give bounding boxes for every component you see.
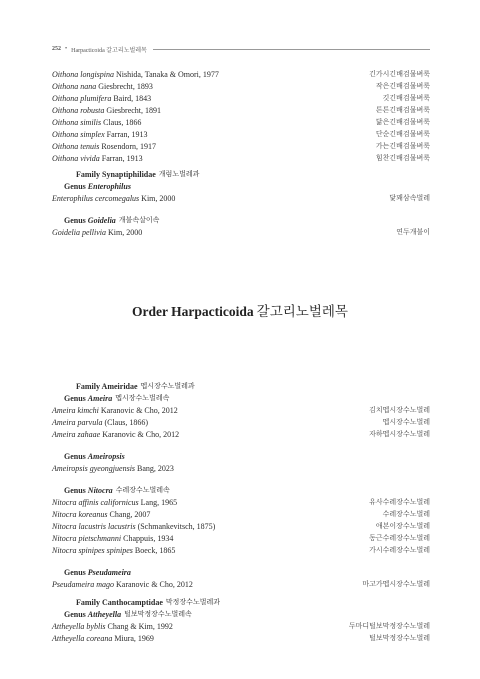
species-name: Nitocra koreanus [52, 509, 108, 519]
species-row [52, 462, 430, 474]
species-row [52, 620, 430, 632]
korean-name: 힘찬긴배검물벼룩 [375, 154, 430, 162]
species-row [52, 152, 430, 164]
species-author: Rosendorn, 1917 [101, 141, 157, 151]
family-korean-name: 막정장수노벌레과 [165, 598, 220, 606]
species-author: Baird, 1843 [113, 93, 152, 103]
species-author: Chappuis, 1934 [123, 533, 174, 543]
oithona-species-list [52, 68, 430, 164]
canthocamptidae-section [52, 596, 430, 644]
species-author: Chang & Kim, 1992 [107, 621, 173, 631]
genus-korean-name: 개불속살이속 [118, 216, 160, 224]
species-author: Karanovic & Cho, 2012 [116, 579, 193, 589]
korean-name: 연두개불이 [396, 228, 430, 236]
species-author: Claus, 1866 [103, 117, 142, 127]
family-name: Family Ameiridae [76, 381, 138, 391]
genus-name: Attheyella [87, 609, 122, 619]
order-name: Order Harpacticoida [132, 304, 254, 319]
genus-heading [52, 392, 430, 404]
korean-name: 동근수레장수노벌레 [369, 534, 430, 542]
genus-heading [52, 484, 430, 496]
species-author: Kim, 2000 [141, 193, 176, 203]
genus-heading [52, 566, 430, 578]
ameiridae-section [52, 380, 430, 590]
species-row [52, 404, 430, 416]
genus-prefix: Genus [64, 485, 86, 495]
family-heading [52, 168, 430, 180]
family-heading [52, 596, 430, 608]
genus-heading [52, 608, 430, 620]
species-name: Attheyella coreana [52, 633, 113, 643]
korean-name: 가시수레장수노벌레 [369, 546, 430, 554]
species-row [52, 140, 430, 152]
order-title [0, 300, 480, 320]
species-name: Ameira zahaae [52, 429, 101, 439]
species-row [52, 92, 430, 104]
family-name: Family Synaptiphilidae [76, 169, 156, 179]
korean-name: 긴가시긴배검물벼룩 [369, 70, 430, 78]
species-name: Attheyella byblis [52, 621, 106, 631]
korean-name: 자하멥시장수노벌레 [369, 430, 430, 438]
species-row [52, 632, 430, 644]
korean-name: 튼튼긴배검물벼룩 [375, 106, 430, 114]
korean-name: 김치멥시장수노벌레 [369, 406, 430, 414]
species-author: Farran, 1913 [106, 129, 148, 139]
species-name: Oithona tenuis [52, 141, 100, 151]
species-row [52, 192, 430, 204]
page-number: 252 [52, 46, 61, 52]
species-name: Oithona simplex [52, 129, 105, 139]
species-author: Farran, 1913 [101, 153, 143, 163]
genus-prefix: Genus [64, 215, 86, 225]
species-name: Oithona plumifera [52, 93, 112, 103]
species-row [52, 508, 430, 520]
korean-name: 멥시장수노벌레 [382, 418, 430, 426]
species-author: Lang, 1965 [140, 497, 178, 507]
korean-name: 유사수레장수노벌레 [369, 498, 430, 506]
species-name: Ameira parvula [52, 417, 103, 427]
species-row [52, 520, 430, 532]
genus-name: Ameiropsis [87, 451, 125, 461]
species-name: Oithona longispina [52, 69, 115, 79]
korean-name: 닮은긴배검물벼룩 [375, 118, 430, 126]
korean-name: 가는긴배검물벼룩 [375, 142, 430, 150]
genus-prefix: Genus [64, 393, 86, 403]
species-row [52, 80, 430, 92]
species-author: Boeck, 1865 [134, 545, 176, 555]
species-name: Oithona nana [52, 81, 97, 91]
species-name: Oithona similis [52, 117, 102, 127]
species-row [52, 68, 430, 80]
species-name: Goidelia pellivia [52, 227, 106, 237]
species-name: Ameira kimchi [52, 405, 99, 415]
genus-heading [52, 180, 430, 192]
korean-name: 작은긴배검물벼룩 [375, 82, 430, 90]
species-author: (Schmankevitsch, 1875) [137, 521, 216, 531]
genus-korean-name: 털보막정장수노벌레속 [124, 610, 192, 618]
korean-name: 단순긴배검물벼룩 [375, 130, 430, 138]
species-author: (Claus, 1866) [104, 417, 148, 427]
running-header [52, 44, 430, 54]
synaptiphilidae-section [52, 168, 430, 238]
genus-name: Pseudameira [87, 567, 131, 577]
genus-korean-name: 수레장수노벌레속 [115, 486, 170, 494]
species-row [52, 532, 430, 544]
genus-name: Goidelia [87, 215, 116, 225]
family-heading [52, 380, 430, 392]
species-author: Nishida, Tanaka & Omori, 1977 [116, 69, 219, 79]
header-bullet: • [65, 46, 68, 52]
species-row [52, 544, 430, 556]
species-name: Nitocra pietschmanni [52, 533, 122, 543]
genus-prefix: Genus [64, 567, 86, 577]
species-name: Nitocra lacustris lacustris [52, 521, 136, 531]
family-korean-name: 개럼노벌레과 [158, 170, 200, 178]
korean-name: 애본이장수노벌레 [375, 522, 430, 530]
genus-name: Ameira [87, 393, 113, 403]
species-row [52, 578, 430, 590]
genus-heading [52, 214, 430, 226]
species-author: Giesbrecht, 1891 [106, 105, 162, 115]
family-korean-name: 멥시장수노벌레과 [140, 382, 195, 390]
species-row [52, 104, 430, 116]
species-author: Karanovic & Cho, 2012 [102, 429, 180, 439]
species-author: Giesbrecht, 1893 [98, 81, 153, 91]
species-row [52, 416, 430, 428]
species-name: Enterophilus cercomegalus [52, 193, 140, 203]
species-author: Chang, 2007 [109, 509, 151, 519]
species-author: Karanovic & Cho, 2012 [100, 405, 178, 415]
species-name: Oithona robusta [52, 105, 105, 115]
genus-heading [52, 450, 430, 462]
genus-korean-name: 멥시장수노벌레속 [115, 394, 170, 402]
species-row [52, 496, 430, 508]
family-name: Family Canthocamptidae [76, 597, 163, 607]
korean-name: 두마디털보막정장수노벌레 [348, 622, 430, 630]
species-name: Pseudameira mago [52, 579, 114, 589]
species-name: Oithona vivida [52, 153, 100, 163]
running-title: Harpacticoida 갈고리노벌레목 [71, 47, 147, 54]
species-row [52, 428, 430, 440]
korean-name: 털보막정장수노벌레 [369, 634, 430, 642]
species-name: Nitocra affinis californicus [52, 497, 139, 507]
species-author: Kim, 2000 [108, 227, 143, 237]
species-row [52, 226, 430, 238]
genus-name: Nitocra [87, 485, 113, 495]
korean-name: 깃긴배검물벼룩 [382, 94, 430, 102]
korean-name: 닻꽤삼속벌레 [389, 194, 430, 202]
genus-name: Enterophilus [87, 181, 131, 191]
korean-name: 수레장수노벌레 [382, 510, 430, 518]
species-row [52, 116, 430, 128]
species-author: Bang, 2023 [137, 463, 174, 473]
genus-prefix: Genus [64, 609, 86, 619]
order-korean-name: 갈고리노벌레목 [256, 304, 348, 319]
header-rule [153, 49, 430, 50]
species-row [52, 128, 430, 140]
species-author: Miura, 1969 [114, 633, 154, 643]
genus-prefix: Genus [64, 451, 86, 461]
species-name: Ameiropsis gyeongjuensis [52, 463, 136, 473]
genus-prefix: Genus [64, 181, 86, 191]
korean-name: 마고가멥시장수노벌레 [362, 580, 430, 588]
species-name: Nitocra spinipes spinipes [52, 545, 133, 555]
